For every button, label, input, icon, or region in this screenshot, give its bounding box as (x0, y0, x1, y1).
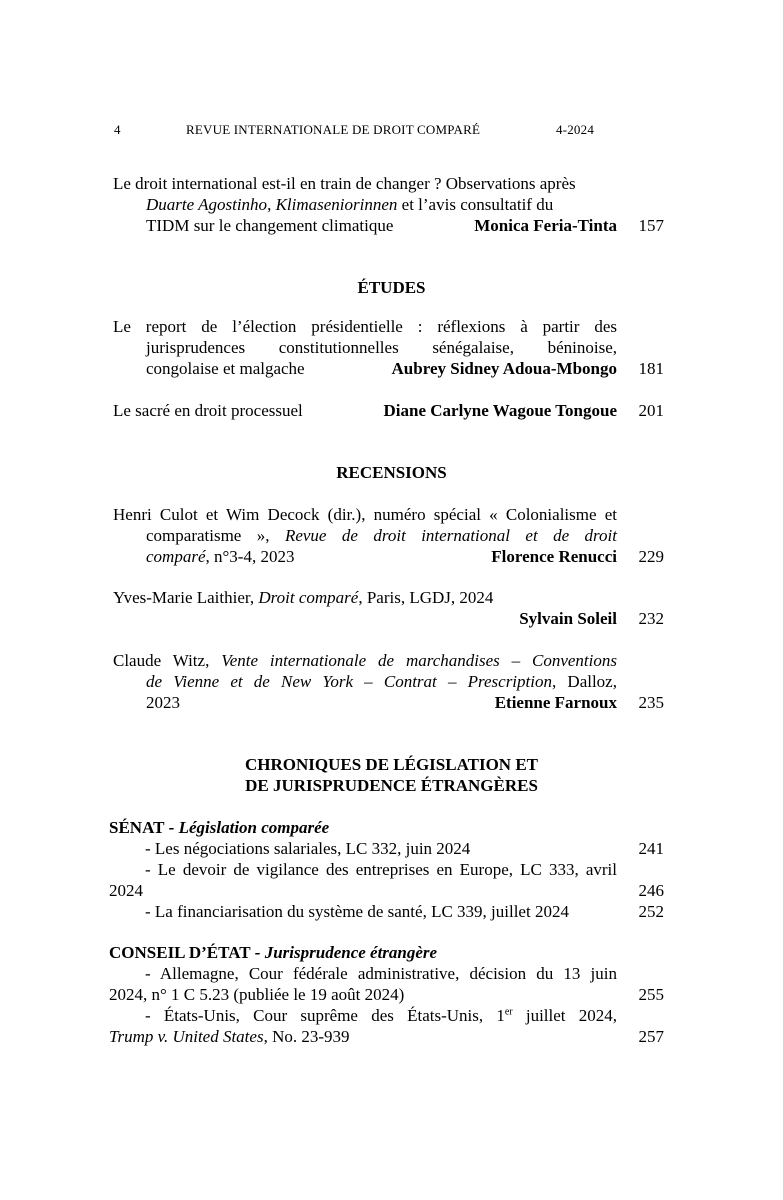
toc-entry-line: TIDM sur le changement climatique (146, 216, 394, 235)
toc-author: Monica Feria-Tinta (474, 216, 617, 235)
header-page-number: 4 (114, 122, 121, 137)
toc-page-number: 241 (638, 839, 664, 858)
list-item: - Les négociations salariales, LC 332, juin 2024 (145, 839, 471, 858)
toc-entry-line: Le report de l’élection présidentielle : réflexions à partir des (113, 317, 617, 336)
toc-page-number: 257 (638, 1027, 664, 1046)
toc-author: Sylvain Soleil (519, 609, 617, 628)
book-title: de Vienne et de New York – Contrat – Prescription (146, 672, 552, 691)
journal-title: Revue de droit international et de droit (284, 526, 617, 545)
toc-page-number: 246 (638, 881, 664, 900)
toc-entry-line: comparatisme », Revue de droit international et de droit (146, 526, 617, 545)
toc-entry-line: de Vienne et de New York – Contrat – Prescription, Dalloz, (146, 672, 617, 691)
toc-entry-line: congolaise et malgache (146, 359, 305, 378)
section-heading-recensions: RECENSIONS (336, 463, 447, 482)
toc-entry-line: Le sacré en droit processuel (113, 401, 303, 420)
toc-entry-line: comparé, n°3-4, 2023 (146, 547, 295, 566)
toc-page-number: 181 (638, 359, 664, 378)
toc-author: Diane Carlyne Wagoue Tongoue (383, 401, 617, 420)
header-journal-title: REVUE INTERNATIONALE DE DROIT COMPARÉ (186, 122, 481, 137)
book-title: Vente internationale de marchandises – Conventions (221, 651, 617, 670)
list-item: 2024, n° 1 C 5.23 (publiée le 19 août 2024) (109, 985, 405, 1004)
toc-entry-line: Le droit international est-il en train de changer ? Observations après (113, 174, 576, 193)
case-name: Trump v. United States (109, 1027, 264, 1046)
toc-entry-line: Claude Witz, Vente internationale de marchandises – Conventions (113, 651, 617, 670)
section-heading-chroniques: DE JURISPRUDENCE ÉTRANGÈRES (245, 776, 538, 795)
list-item: 2024 (109, 881, 143, 900)
header-issue: 4-2024 (556, 122, 595, 137)
toc-author: Etienne Farnoux (494, 693, 617, 712)
list-item: - Le devoir de vigilance des entreprises en Europe, LC 333, avril (145, 860, 617, 879)
journal-title: comparé (146, 547, 206, 566)
list-item: - États-Unis, Cour suprême des États-Unis, 1er juillet 2024, (145, 1006, 618, 1025)
toc-page-number: 157 (638, 216, 664, 235)
toc-page-number: 252 (638, 902, 664, 921)
list-item: Trump v. United States, No. 23-939 (109, 1027, 350, 1046)
toc-page-number: 232 (638, 609, 664, 628)
section-heading-chroniques: CHRONIQUES DE LÉGISLATION ET (244, 755, 538, 774)
list-item: - La financiarisation du système de santé, LC 339, juillet 2024 (145, 902, 569, 921)
toc-entry-line: Duarte Agostinho, Klimaseniorinnen et l’avis consultatif du (146, 195, 554, 214)
toc-entry-line: Henri Culot et Wim Decock (dir.), numéro spécial « Colonialisme et (113, 505, 617, 524)
toc-page-number: 235 (638, 693, 664, 712)
list-item: - Allemagne, Cour fédérale administrative, décision du 13 juin (145, 964, 617, 983)
section-heading-etudes: ÉTUDES (357, 278, 426, 297)
toc-entry-line: jurisprudences constitutionnelles sénégalaise, béninoise, (146, 338, 617, 357)
toc-page-number: 255 (638, 985, 664, 1004)
subsection-heading-conseil-etat: CONSEIL D’ÉTAT - Jurisprudence étrangère (109, 943, 438, 962)
toc-entry-line: 2023 (146, 693, 180, 712)
toc-page-number: 229 (638, 547, 664, 566)
toc-page-number: 201 (638, 401, 664, 420)
toc-author: Aubrey Sidney Adoua-Mbongo (391, 359, 617, 378)
subsection-heading-senat: SÉNAT - Législation comparée (109, 818, 330, 837)
case-name: Klimaseniorinnen (275, 195, 398, 214)
toc-author: Florence Renucci (491, 547, 617, 566)
case-name: Duarte Agostinho (146, 195, 268, 214)
toc-entry-line: Yves-Marie Laithier, Droit comparé, Paris, LGDJ, 2024 (113, 588, 494, 607)
book-title: Droit comparé (258, 588, 359, 607)
